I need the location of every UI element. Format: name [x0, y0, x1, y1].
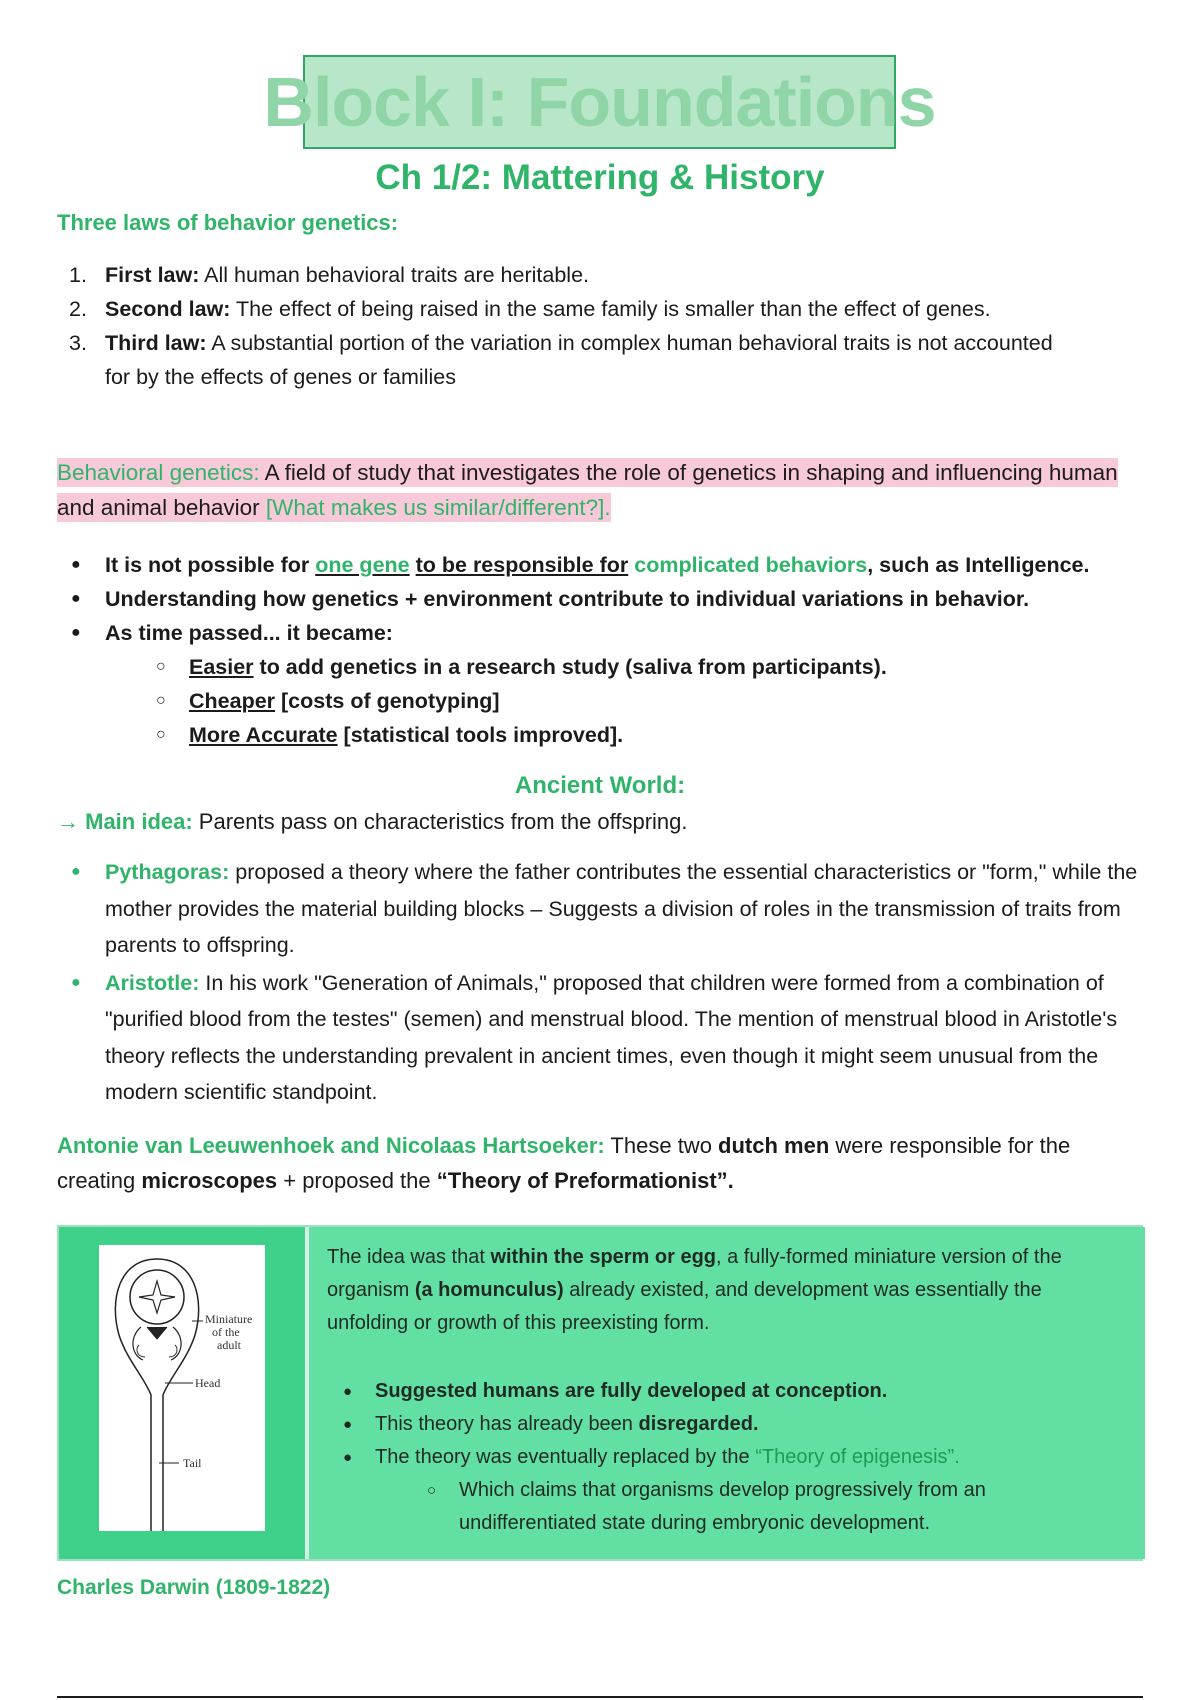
philosopher-name: Aristotle: — [105, 970, 200, 995]
main-idea — [57, 806, 688, 838]
bullet-text: , such as Intelligence. — [867, 553, 1090, 577]
antonie-text: were responsible for the creating — [57, 1133, 1071, 1193]
antonie-bold: dutch men — [718, 1133, 830, 1158]
figure-label-miniature: of the — [212, 1325, 240, 1339]
ancient-list — [57, 854, 1147, 1112]
sub-key: Cheaper — [189, 689, 276, 713]
list-item — [57, 326, 1057, 394]
sub-text: [statistical tools improved]. — [337, 723, 624, 747]
figure-label-miniature: adult — [217, 1338, 241, 1352]
box-bold: (a homunculus) — [414, 1279, 564, 1301]
figure-label-head: Head — [195, 1376, 221, 1390]
genetics-bullets — [57, 548, 1157, 752]
list-item — [327, 1441, 1127, 1540]
sub-text: to add genetics in a research study (saliva from participants). — [253, 655, 887, 679]
preformation-box — [57, 1225, 1143, 1561]
list-item — [327, 1408, 1127, 1441]
definition-highlight — [57, 458, 1118, 522]
main-idea-label: → Main idea: — [57, 809, 193, 834]
box-text-panel — [305, 1227, 1145, 1559]
antonie-names: Antonie van Leeuwenhoek and Nicolaas Hartsoeker: — [57, 1133, 605, 1158]
definition-text: A field of study that investigates the role of genetics in shaping and influencing human and animal behavior — [57, 460, 1118, 520]
law-text: A substantial portion of the variation in complex human behavioral traits is not accounted for by the effects of genes or families — [105, 331, 1053, 389]
list-item — [57, 965, 1147, 1111]
ancient-heading: Ancient World: — [514, 772, 686, 799]
list-item — [327, 1375, 1127, 1408]
list-item — [57, 616, 1157, 752]
law-label: Second law: — [105, 297, 231, 321]
bullet-green-text: complicated behaviors — [634, 553, 868, 577]
list-item — [57, 258, 1057, 292]
box-paragraph — [327, 1241, 1127, 1340]
law-label: First law: — [105, 263, 200, 287]
box-text: The idea was that — [327, 1246, 491, 1268]
page-title: Block I: Foundations — [263, 63, 936, 141]
box-text: already existed, and development was essentially the unfolding or growth of this preexisting form. — [327, 1279, 1042, 1334]
sub-list — [375, 1474, 1127, 1540]
philosopher-text: In his work "Generation of Animals," proposed that children were formed from a combination of "purified blood from the testes" (semen) and menstrual blood. The mention of menstrual blood in Aristotle's theory reflects the understanding prevalent in ancient times, even though it might seem unusual from the modern scientific standpoint. — [105, 970, 1118, 1104]
sub-list-item — [105, 684, 1157, 718]
definition-question: [What makes us similar/different?]. — [265, 495, 611, 520]
box-text: , a fully-formed miniature version of the organism — [327, 1246, 1062, 1301]
bullet-text: As time passed... it became: — [105, 621, 393, 645]
chapter-subtitle: Ch 1/2: Mattering & History — [375, 158, 825, 197]
law-text: All human behavioral traits are heritable. — [199, 263, 589, 287]
homunculus-drawing — [99, 1245, 265, 1531]
box-bullets — [327, 1375, 1127, 1540]
law-label: Third law: — [105, 331, 207, 355]
list-number: 2. — [69, 297, 87, 321]
antonie-bold: microscopes — [141, 1168, 278, 1193]
sub-list-item — [105, 650, 1157, 684]
figure-label-tail: Tail — [183, 1456, 202, 1470]
bullet-green-text: one gene — [315, 553, 410, 577]
antonie-text: + proposed the — [277, 1168, 437, 1193]
philosopher-name: Pythagoras: — [105, 860, 230, 884]
sub-list-item: ○ Which claims that organisms develop progressively from an undifferentiated state during embryonic development. — [375, 1474, 1127, 1540]
title-banner — [263, 55, 936, 149]
list-number: 1. — [69, 263, 87, 287]
box-text: This theory has already been — [375, 1413, 639, 1435]
definition-paragraph — [57, 455, 1147, 525]
bottom-divider — [57, 1696, 1143, 1698]
figure-label-miniature: Miniature — [205, 1312, 253, 1326]
antonie-text: These two — [604, 1133, 719, 1158]
box-bold: disregarded. — [638, 1413, 759, 1435]
definition-term: Behavioral genetics: — [57, 460, 260, 485]
sub-list-item — [105, 718, 1157, 752]
list-item: ● Understanding how genetics + environment contribute to individual variations in behavior. — [57, 582, 1157, 616]
darwin-heading: Charles Darwin (1809-1822) — [57, 1576, 331, 1599]
list-item — [57, 292, 1057, 326]
laws-list — [57, 258, 1057, 394]
main-idea-text: Parents pass on characteristics from the offspring. — [192, 809, 688, 834]
bullet-text: It is not possible for — [105, 553, 316, 577]
homunculus-figure — [99, 1245, 265, 1531]
list-number: 3. — [69, 331, 87, 355]
list-item — [57, 548, 1157, 582]
box-bold: within the sperm or egg — [490, 1246, 717, 1268]
philosopher-text: proposed a theory where the father contributes the essential characteristics or "form," while the mother provides the material building blocks – Suggests a division of roles in the transmission of traits from parents to offspring. — [105, 860, 1138, 957]
box-green-text: “Theory of epigenesis”. — [755, 1446, 960, 1468]
box-bold: Suggested humans are fully developed at conception. — [375, 1380, 888, 1402]
sub-list — [105, 650, 1157, 752]
law-text: The effect of being raised in the same family is smaller than the effect of genes. — [230, 297, 991, 321]
box-text: The theory was eventually replaced by the — [375, 1446, 756, 1468]
sub-key: More Accurate — [189, 723, 338, 747]
sub-text: [costs of genotyping] — [275, 689, 500, 713]
bullet-underlined-text: to be responsible for — [415, 553, 629, 577]
laws-heading: Three laws of behavior genetics: — [57, 210, 399, 235]
sub-key: Easier — [189, 655, 254, 679]
antonie-bold: “Theory of Preformationist”. — [436, 1168, 734, 1193]
antonie-paragraph — [57, 1128, 1147, 1198]
list-item — [57, 854, 1147, 964]
